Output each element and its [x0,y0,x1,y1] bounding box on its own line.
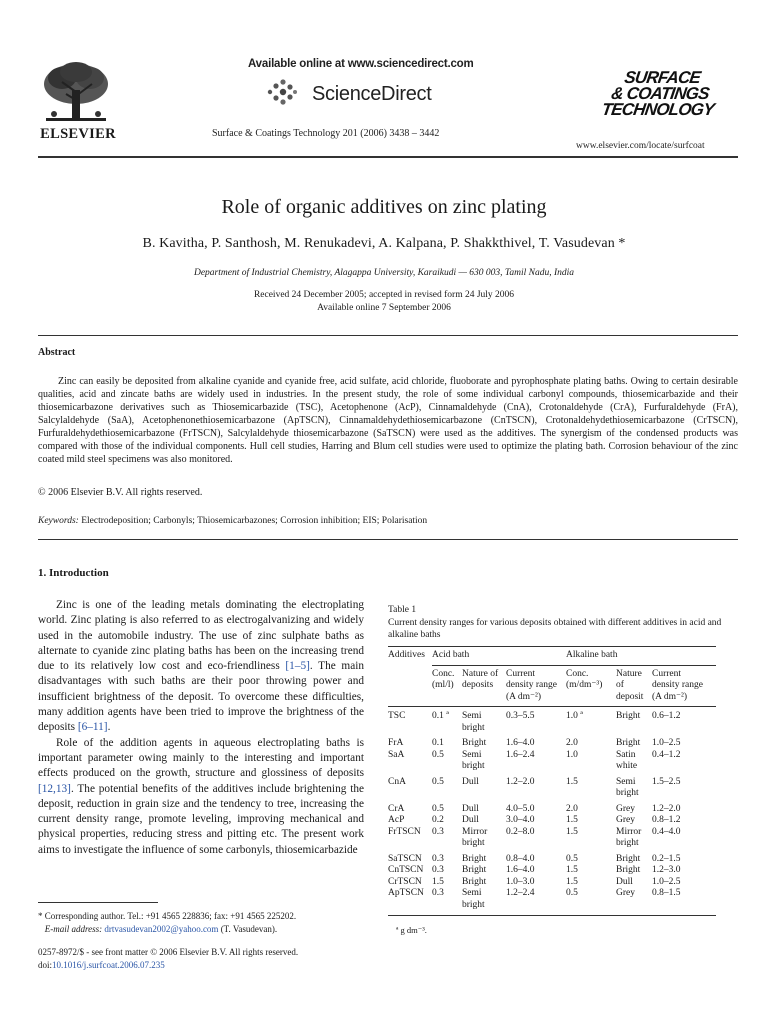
article-dates [0,289,768,314]
copyright-notice: © 2006 Elsevier B.V. All rights reserved. [38,487,203,498]
header-alk-conc: Conc. (m/dm⁻³) [566,665,616,707]
header-acid-bath: Acid bath [432,647,566,666]
table-caption: Current density ranges for various deposits obtained with different additives in acid and alkaline baths [388,618,722,640]
header-divider [38,156,738,158]
citation-link[interactable]: [1–5] [285,660,310,673]
table-subheader [388,665,716,707]
table-group-header [388,647,716,666]
header-acid-nature: Nature of deposits [462,665,506,707]
email-line: E-mail address: drtvasudevan2002@yahoo.com (T. Vasudevan). [44,923,278,934]
citation-link[interactable]: [12,13] [38,782,71,795]
table-row: FrTSCN 0.3 Mirror bright 0.2–8.0 1.5 Mirror bright 0.4–4.0 [388,826,681,848]
header-alkaline-bath: Alkaline bath [566,647,716,666]
table-footnote: ª g dm⁻³. [396,925,427,935]
received-date: Received 24 December 2005; accepted in revised form 24 July 2006 [253,290,515,300]
abstract-text: Zinc can easily be deposited from alkaline cyanide and cyanide free, acid sulfate, acid chloride, fluoborate and pyrophosphate plating baths. Owing to certain desirable qualities, acid and zincate baths are widely used in industries. In the present study, the role of some individual carbonyl compounds, thiosemicarbazide and their thiosemicarbazone derivatives such as Thiosemicarbazide (TSC), Acetophenone (AcP), Cinnamaldehyde (CnA), Crotonaldehyde (CrA), Furfuraldehyde (FrA), Salcylaldehyde (SaA), Acetophenonethiosemicarbazone (ApTSCN), Cinnamaldehydethiosemicarbazone (CnTSCN), Crotonaldehydethiosemicarbazone (CrTSCN), Furfuraldehydethiosemicarbazone (FrTSCN), Salcylaldehyde thiosemicarbazone (SaTSCN) were used as the additives. The synergism of the condensed products was compared with those of the individual components. Hull cell studies, Harring and Blum cell studies were used to optimize the plating bath. Corrosion behaviour of the zinc coated mild steel specimens was also monitored. [38,376,738,465]
keywords-label: Keywords: [38,516,79,526]
abstract-top-rule [38,335,738,336]
keywords-list: Electrodeposition; Carbonyls; Thiosemicarbazones; Corrosion inhibition; EIS; Polarisation [81,516,428,526]
header-additives: Additives [388,647,432,666]
introduction-text [38,598,364,858]
header-acid-conc: Conc. (ml/l) [432,665,462,707]
affiliation: Department of Industrial Chemistry, Alagappa University, Karaikudi — 630 003, Tamil Nadu, India [193,268,574,278]
table-row: CnTSCN 0.3 Bright 1.6–4.0 1.5 Bright 1.2–3.0 [388,865,681,875]
journal-logo-line: TECHNOLOGY [600,100,716,119]
journal-logo [595,70,726,118]
doi-link[interactable]: 10.1016/j.surfcoat.2006.07.235 [52,960,165,970]
table-row: TSC 0.1 ª Semi bright 0.3–5.5 1.0 ª Bright 0.6–1.2 [388,711,681,733]
table-row: AcP 0.2 Dull 3.0–4.0 1.5 Grey 0.8–1.2 [388,815,681,825]
journal-reference: Surface & Coatings Technology 201 (2006) 3438 – 3442 [212,128,440,139]
table-current-density [388,646,716,916]
intro-paragraph: Role of the addition agents in aqueous electroplating baths is important parameter owing mainly to the interesting and important effects produced on the growth, structure and glossiness of deposits [12,13]. The potential benefits of the additives include brightening the deposit, reduction in grain size and the tendency to tree, increasing the current density range, promote leveling, improving mechanical and physical properties, reducing stress and pitting etc. The present work aims to investigate the influence of some carbonyls, thiosemicarbazide [38,736,364,856]
journal-logo-line: SURFACE [623,68,702,87]
table-label: Table 1 [388,605,417,615]
table-row: ApTSCN 0.3 Semi bright 1.2–2.4 0.5 Grey 0.8–1.5 [388,888,716,916]
header-acid-current: Current density range (A dm⁻²) [506,665,566,707]
intro-paragraph: Zinc is one of the leading metals dominating the electroplating world. Zinc plating is also referred to as electrogalvanizing and widely used in the automobile industry. The use of zinc sulphate baths as alternate to cyanide zinc plating baths has been on the increasing trend due to its relatively low cost and eco-friendliness [1–5]. The main disadvantages with such baths are their poor throwing power and insufficient brightness of the deposit. To overcome these difficulties, many addition agents have been tried to improve the brightness of the deposits [6–11]. [38,599,365,734]
article-title: Role of organic additives on zinc plating [221,196,547,218]
author-list: B. Kavitha, P. Santhosh, M. Renukadevi, A. Kalpana, P. Shakkthivel, T. Vasudevan * [142,236,626,251]
abstract-heading: Abstract [38,347,76,358]
header-alk-nature: Nature of deposit [616,665,652,707]
sciencedirect-wordmark: ScienceDirect [312,83,432,105]
table-row: CrTSCN 1.5 Bright 1.0–3.0 1.5 Dull 1.0–2.5 [388,876,681,887]
journal-logo-line: & COATINGS [610,84,711,103]
header-alk-current: Current density range (A dm⁻²) [652,665,716,707]
doi-line: doi:10.1016/j.surfcoat.2006.07.235 [38,960,165,970]
publisher-name: ELSEVIER [40,126,116,142]
available-date: Available online 7 September 2006 [317,302,451,313]
corresponding-author: * Corresponding author. Tel.: +91 4565 228836; fax: +91 4565 225202. [38,911,297,921]
footnote-rule [38,902,158,903]
keywords [38,516,738,526]
email-link[interactable]: drtvasudevan2002@yahoo.com [104,923,219,934]
table-row: SaA 0.5 Semi bright 1.6–2.4 1.0 Satin white 0.4–1.2 [388,749,681,771]
issn-line: 0257-8972/$ - see front matter © 2006 Elsevier B.V. All rights reserved. [38,947,299,957]
corresponding-author-footnote [38,910,368,935]
elsevier-tree-logo [38,60,114,126]
table-row: CnA 0.5 Dull 1.2–2.0 1.5 Semi bright 1.5–2.5 [388,776,681,798]
citation-link[interactable]: [6–11] [77,721,108,734]
table-row: CrA 0.5 Dull 4.0–5.0 2.0 Grey 1.2–2.0 [388,803,681,814]
section-heading-introduction: 1. Introduction [38,567,109,579]
sciencedirect-dots-icon [266,78,298,106]
front-matter [38,946,368,972]
available-online-text: Available online at www.sciencedirect.com [248,58,474,70]
journal-url-link[interactable]: www.elsevier.com/locate/surfcoat [576,141,705,151]
table-row: SaTSCN 0.3 Bright 0.8–4.0 0.5 Bright 0.2–1.5 [388,853,681,864]
table-row: FrA 0.1 Bright 1.6–4.0 2.0 Bright 1.0–2.5 [388,738,681,748]
abstract-bottom-rule [38,539,738,540]
